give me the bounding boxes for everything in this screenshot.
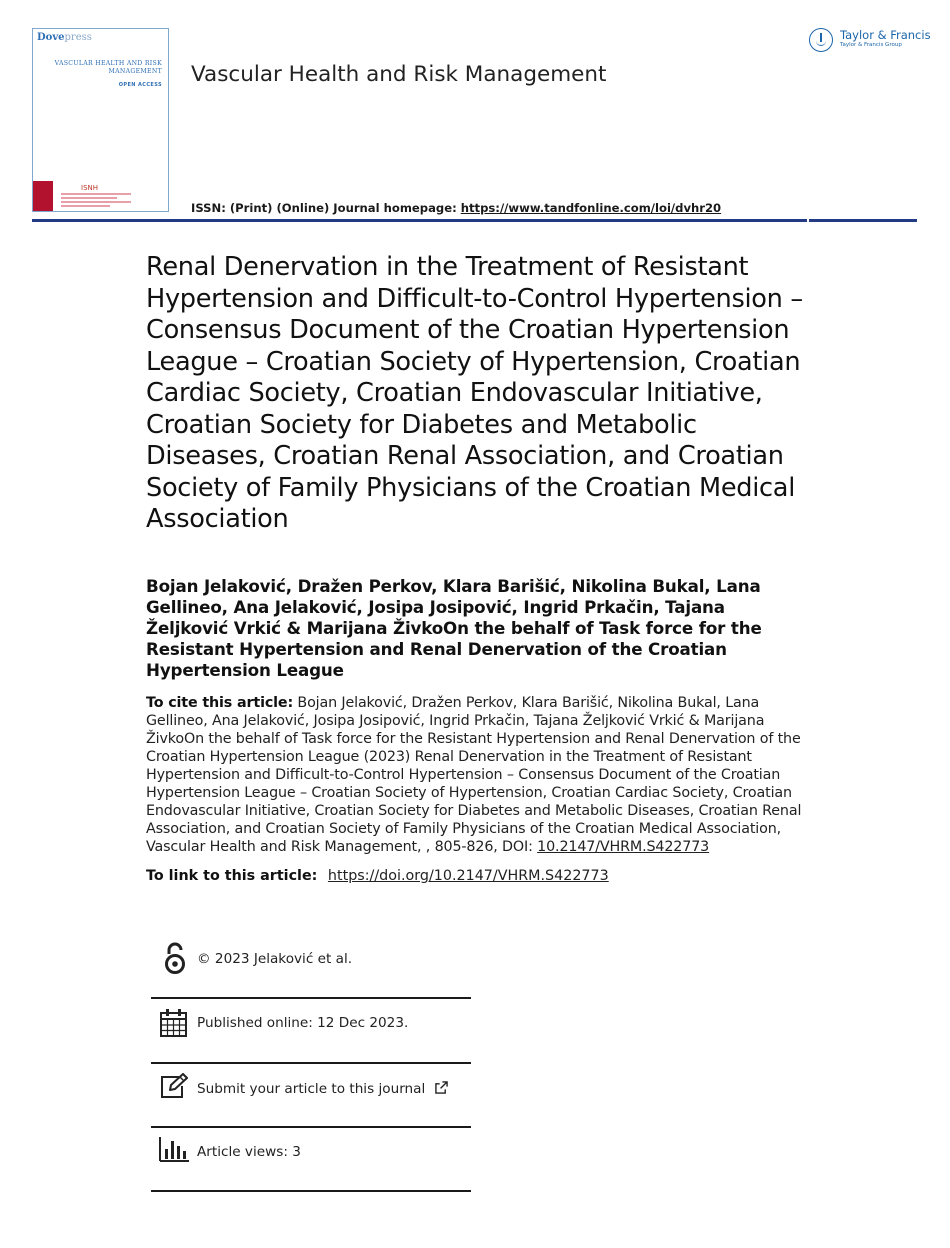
article-link-line [146,868,609,884]
issn-prefix: ISSN: (Print) (Online) Journal homepage: [191,201,457,215]
cover-red-bar [33,181,53,211]
header-divider [32,219,807,222]
cover-publisher: Dovepress [37,32,92,43]
article-title: Renal Denervation in the Treatment of Resistant Hypertension and Difficult-to-Control Hypertension – Consensus Document of the Croatian Hypertension League – Croatian Society of Hypertension, Croatian Cardiac Society, Croatian Endovascular Initiative, Croatian Society for Diabetes and Metabolic Diseases, Croatian Renal Association, and Croatian Society of Family Physicians of the Croatian Medical Association [146,252,803,534]
journal-homepage-link[interactable]: https://www.tandfonline.com/loi/dvhr20 [460,201,722,215]
info-item-published [151,1008,471,1064]
cover-society-logo: ISNH [81,184,99,192]
bar-chart-icon [159,1137,189,1163]
citation-doi-link[interactable]: 10.2147/VHRM.S422773 [537,839,710,855]
citation-label: To cite this article: [146,695,294,711]
article-doi-link[interactable]: https://doi.org/10.2147/VHRM.S422773 [327,868,609,884]
info-divider [151,997,471,999]
external-link-icon [435,1081,448,1094]
citation-text: Bojan Jelaković, Dražen Perkov, Klara Barišić, Nikolina Bukal, Lana Gellineo, Ana Jelaković, Josipa Josipović, Ingrid Prkačin, Tajana Željković Vrkić & Marijana ŽivkoOn the behalf of Task force for the Resistant Hypertension and Renal Denervation of the Croatian Hypertension League (2023) Renal Denervation in the Treatment of Resistant Hypertension and Difficult-to-Control Hypertension – Consensus Document of the Croatian Hypertension League – Croatian Society of Hypertension, Croatian Cardiac Society, Croatian Endovascular Initiative, Croatian Society for Diabetes and Metabolic Diseases, Croatian Renal Association, and Croatian Society of Family Physicians of the Croatian Medical Association, Vascular Health and Risk Management, , 805-826, DOI: [146,695,802,855]
info-item-views[interactable] [151,1137,471,1193]
edit-icon [159,1073,189,1103]
info-divider [151,1126,471,1128]
copyright-text: © 2023 Jelaković et al. [197,951,353,967]
issn-line [191,201,721,215]
article-authors: Bojan Jelaković, Dražen Perkov, Klara Barišić, Nikolina Bukal, Lana Gellineo, Ana Jelaković, Josipa Josipović, Ingrid Prkačin, Tajana Željković Vrkić & Marijana ŽivkoOn the behalf of Task force for the Resistant Hypertension and Renal Denervation of the Croatian Hypertension League [146,576,762,680]
published-date-text: Published online: 12 Dec 2023. [197,1015,409,1031]
info-item-copyright [151,942,471,998]
citation-block [146,694,808,856]
article-views-text[interactable]: Article views: 3 [197,1144,301,1160]
submit-article-link[interactable] [197,1081,448,1097]
cover-journal-title: VASCULAR HEALTH AND RISK MANAGEMENT [54,60,162,75]
cover-society-text [61,193,131,207]
info-divider [151,1062,471,1064]
info-divider [151,1190,471,1192]
journal-name[interactable]: Vascular Health and Risk Management [191,62,607,87]
publisher-name: Taylor & Francis [840,28,931,42]
open-access-icon [159,942,189,976]
submit-article-text[interactable]: Submit your article to this journal [197,1081,426,1097]
link-label: To link to this article: [146,868,318,884]
publisher-group: Taylor & Francis Group [840,42,902,48]
journal-cover [32,28,169,212]
taylor-francis-lamp-icon [809,28,833,52]
info-item-submit[interactable] [151,1073,471,1129]
cover-open-access: OPEN ACCESS [118,82,162,88]
calendar-icon [159,1008,189,1038]
header-divider-right [809,219,917,222]
